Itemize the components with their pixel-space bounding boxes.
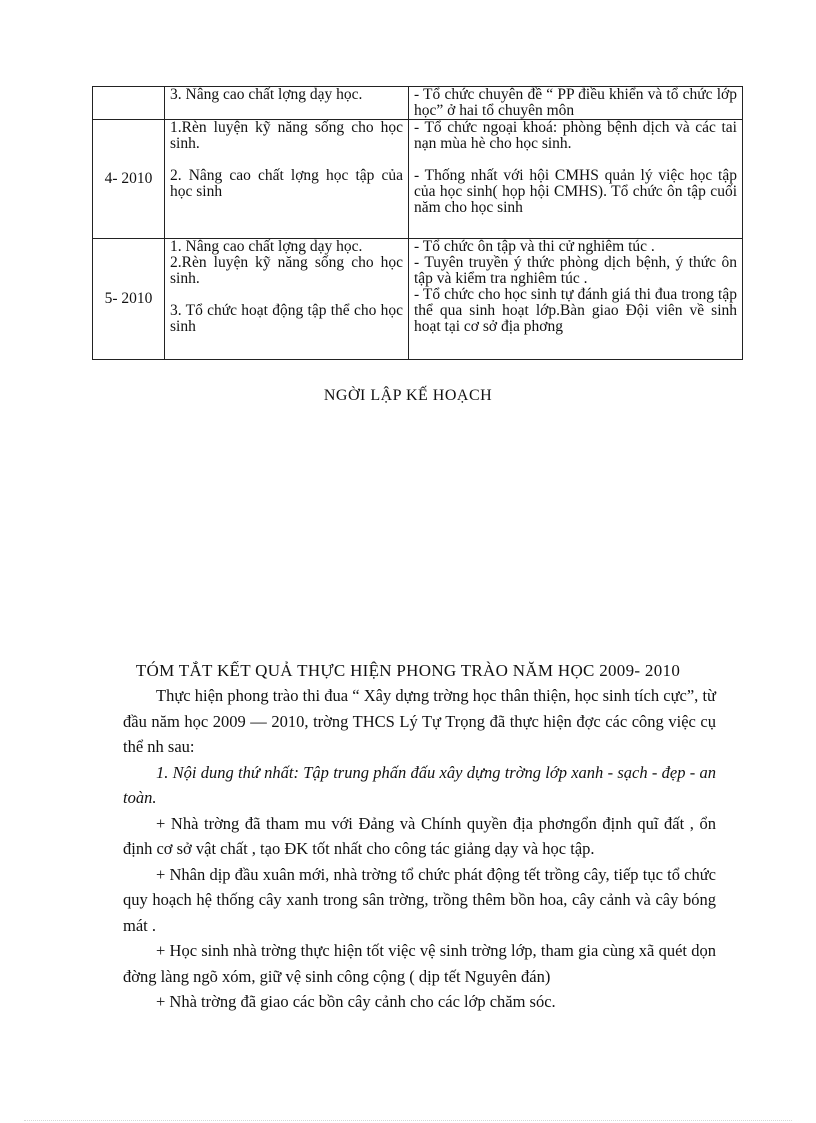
- signer-title: NGỜI LẬP KẾ HOẠCH: [323, 387, 493, 404]
- table-row: [93, 120, 743, 239]
- action-cell: [409, 239, 743, 360]
- summary-title: TÓM TẮT KẾT QUẢ THỰC HIỆN PHONG TRÀO NĂM HỌC 2009- 2010: [135, 661, 681, 680]
- action-cell: [409, 120, 743, 239]
- list-item: + Nhà trờng đã tham mu với Đảng và Chính quyền địa phơngổn định quĩ đất , ổn định cơ sở vật chất , tạo ĐK tốt nhất cho công tác giảng dạy và học tập.: [123, 813, 716, 858]
- plan-table: [92, 86, 743, 360]
- table-row: [93, 87, 743, 120]
- list-item: + Học sinh nhà trờng thực hiện tốt việc vệ sinh trờng lớp, tham gia cùng xã quét dọn đờng làng ngõ xóm, giữ vệ sinh công cộng ( dịp tết Nguyên đán): [123, 941, 716, 986]
- task-item: 3. Tổ chức hoạt động tập thể cho học sinh: [170, 302, 403, 335]
- action-item: - Thống nhất với hội CMHS quản lý việc học tập của học sinh( họp hội CMHS). Tổ chức ôn tập cuối năm cho học sinh: [414, 167, 737, 216]
- month-cell: 5- 2010: [93, 239, 165, 360]
- action-cell: [409, 87, 743, 120]
- action-item: - Tuyên truyền ý thức phòng dịch bệnh, ý thức ôn tập và kiểm tra nghiêm túc .: [414, 254, 737, 287]
- task-cell: [165, 87, 409, 120]
- list-item: + Nhà trờng đã giao các bồn cây cảnh cho các lớp chăm sóc.: [156, 992, 556, 1011]
- task-item: 2. Nâng cao chất lợng học tập của học sinh: [170, 167, 403, 200]
- list-item: + Nhân dịp đầu xuân mới, nhà trờng tổ chức phát động tết trồng cây, tiếp tục tổ chức quy hoạch hệ thống cây xanh trong sân trờng, trồng thêm bồn hoa, cây cảnh và cây bóng mát .: [123, 864, 716, 935]
- task-cell: [165, 120, 409, 239]
- action-item: - Tổ chức chuyên đề “ PP điều khiển và tổ chức lớp học” ở hai tổ chuyên môn: [414, 87, 737, 119]
- action-item: - Tổ chức ôn tập và thi cử nghiêm túc .: [414, 239, 655, 255]
- page-divider: [24, 1120, 792, 1121]
- action-item: - Tổ chức cho học sinh tự đánh giá thi đua trong tập thể qua sinh hoạt lớp.Bàn giao Đội viên về sinh hoạt tại cơ sở địa phơng: [414, 286, 737, 335]
- task-cell: [165, 239, 409, 360]
- table-row: [93, 239, 743, 360]
- intro-paragraph: Thực hiện phong trào thi đua “ Xây dựng trờng học thân thiện, học sinh tích cực”, từ đầu năm học 2009 — 2010, trờng THCS Lý Tự Trọng đã thực hiện đợc các công việc cụ thể nh sau:: [123, 686, 716, 756]
- task-item: 1.Rèn luyện kỹ năng sống cho học sinh.: [170, 120, 403, 152]
- action-item: - Tổ chức ngoại khoá: phòng bệnh dịch và các tai nạn mùa hè cho học sinh.: [414, 120, 737, 152]
- task-item: 1. Nâng cao chất lợng dạy học.: [170, 239, 363, 255]
- section-heading: 1. Nội dung thứ nhất: Tập trung phấn đấu xây dựng trờng lớp xanh - sạch - đẹp - an toàn.: [123, 762, 716, 807]
- task-item: 3. Nâng cao chất lợng dạy học.: [170, 87, 363, 103]
- month-cell: 4- 2010: [93, 120, 165, 239]
- summary-body: [123, 683, 716, 1015]
- month-cell: [93, 87, 165, 120]
- task-item: 2.Rèn luyện kỹ năng sống cho học sinh.: [170, 254, 403, 287]
